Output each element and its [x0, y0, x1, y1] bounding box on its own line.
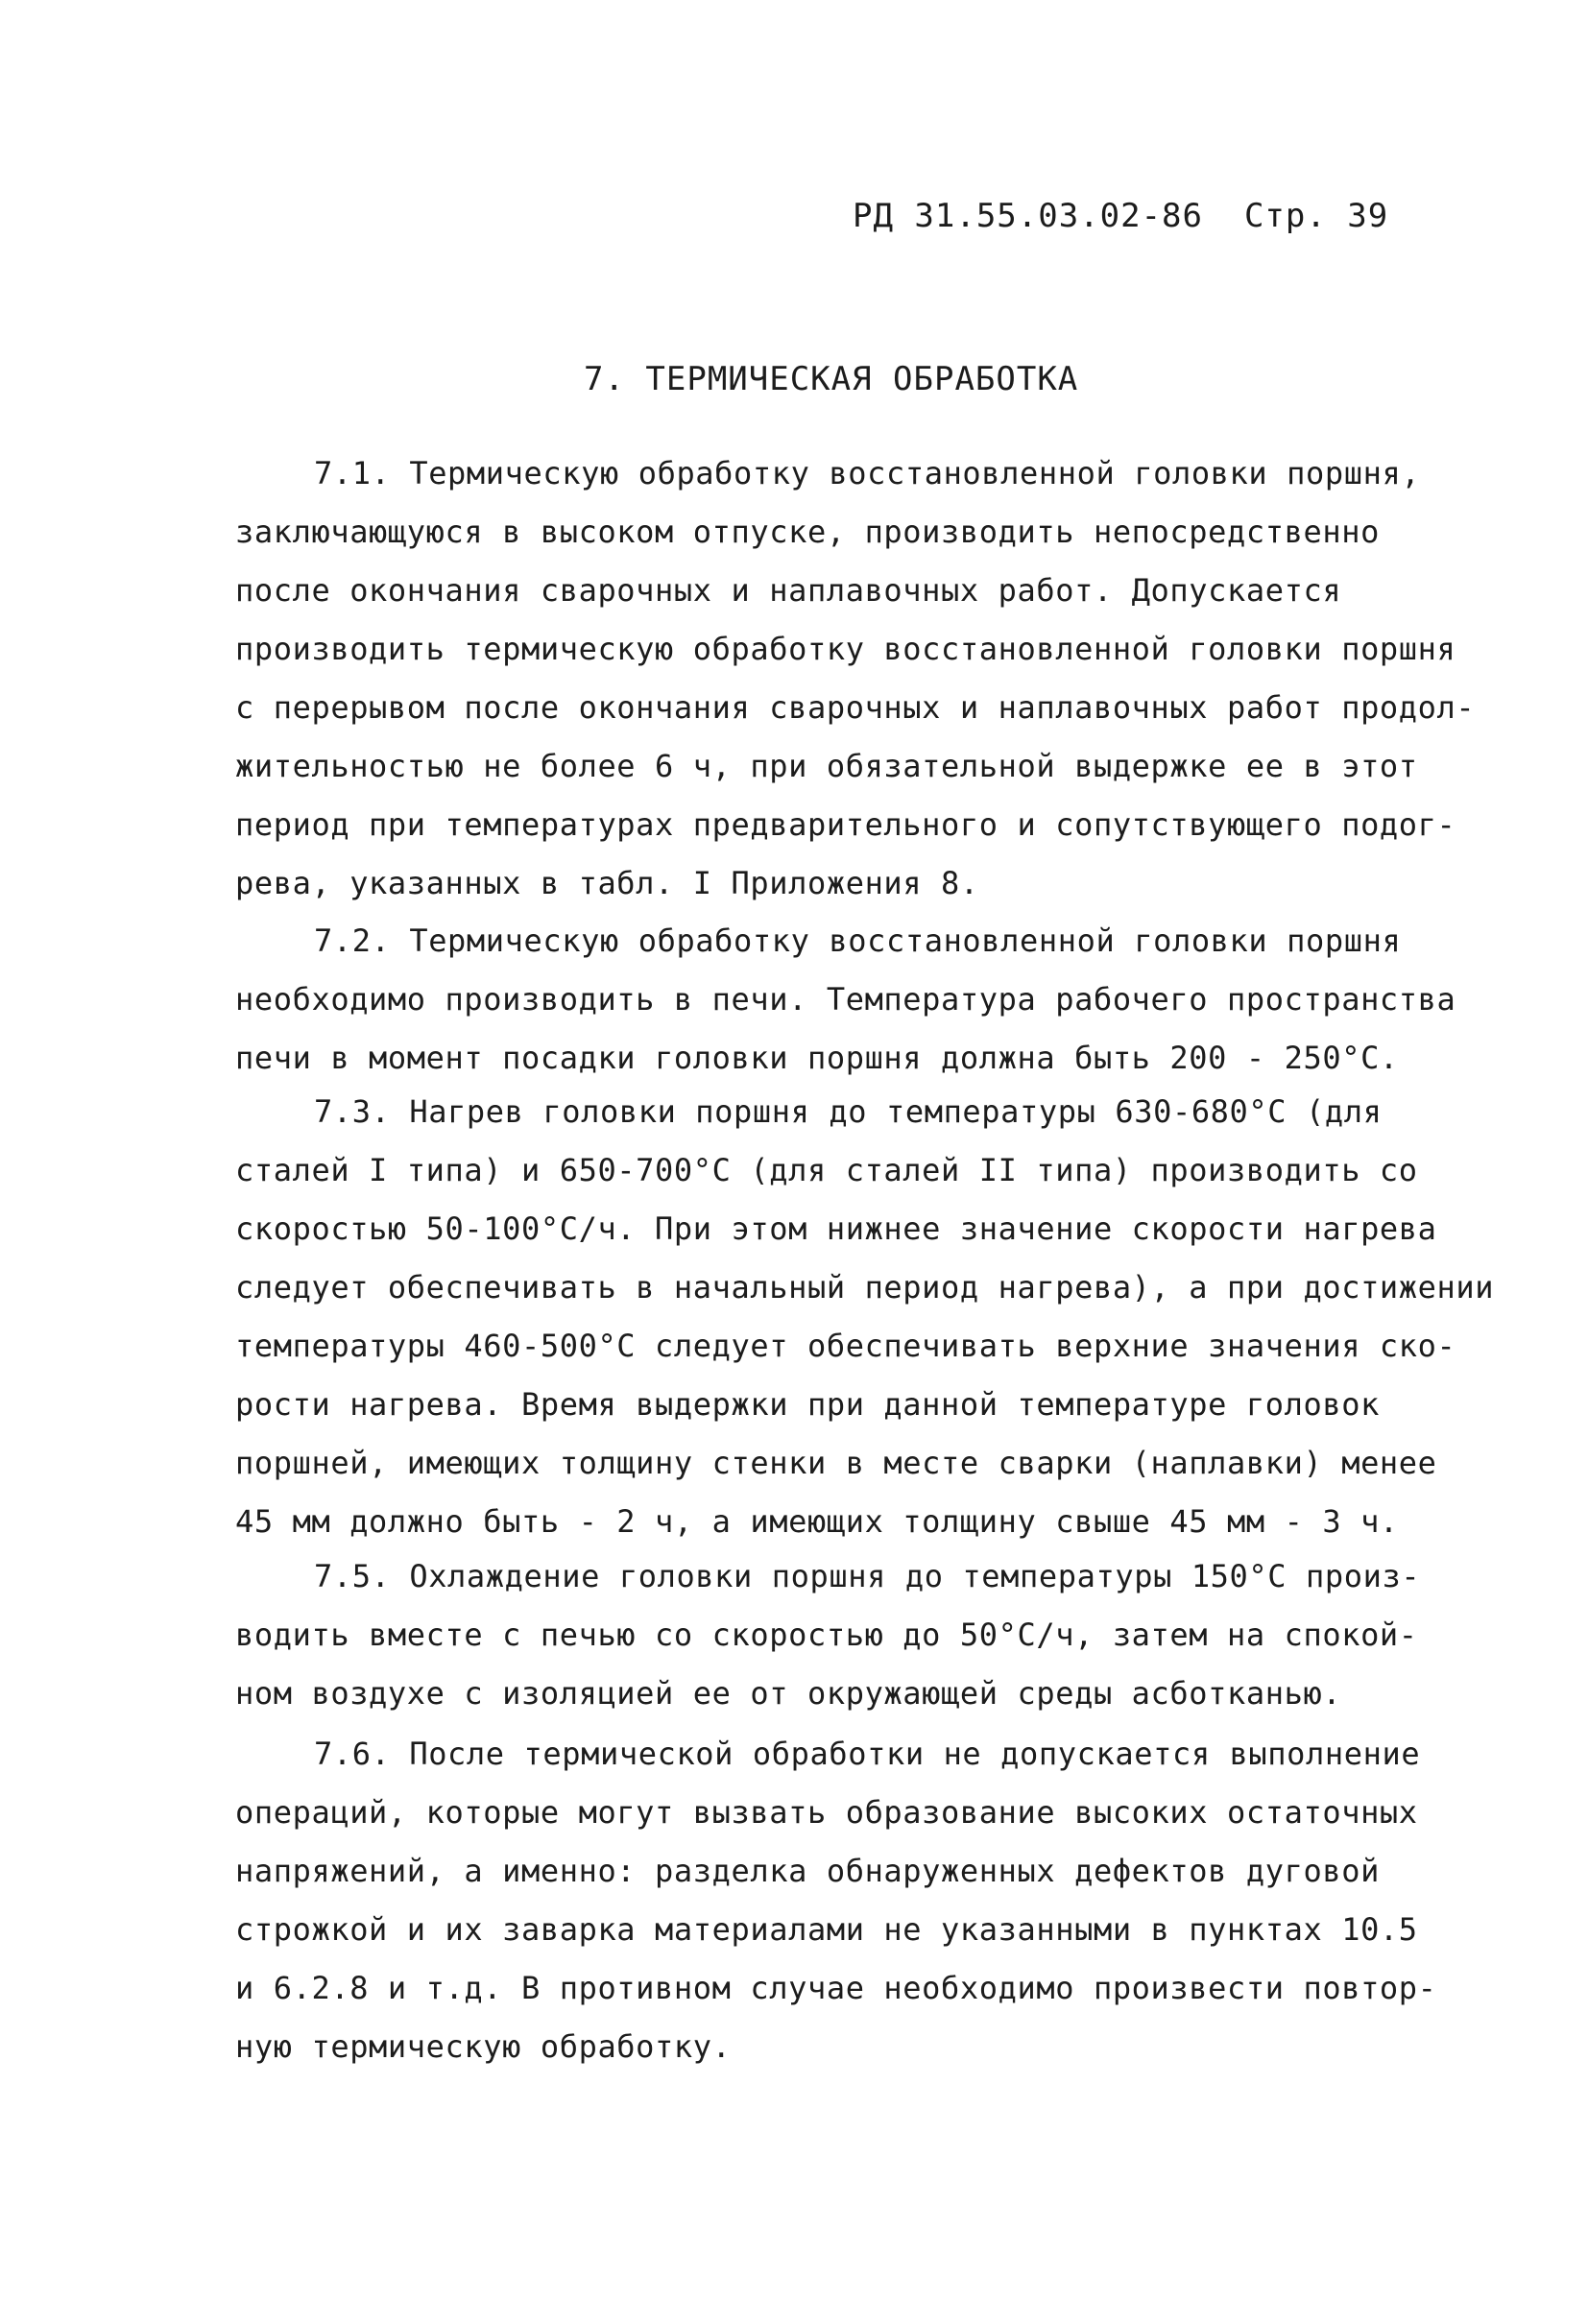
text-line: производить термическую обработку восстановленной головки поршня — [235, 631, 1456, 667]
text-line: операций, которые могут вызвать образование высоких остаточных — [235, 1794, 1418, 1831]
text-line: водить вместе с печью со скоростью до 50°С/ч, затем на спокой- — [235, 1617, 1418, 1653]
text-line: и 6.2.8 и т.д. В противном случае необходимо произвести повтор- — [235, 1970, 1437, 2006]
page-number: Стр. 39 — [1243, 197, 1389, 235]
paragraph-7-2 — [235, 912, 1456, 1088]
text-line: необходимо производить в печи. Температура рабочего пространства — [235, 981, 1456, 1018]
text-line: рости нагрева. Время выдержки при данной температуре головок — [235, 1386, 1380, 1423]
text-line: поршней, имеющих толщину стенки в месте сварки (наплавки) менее — [235, 1445, 1437, 1481]
text-line: 7.3. Нагрев головки поршня до температуры 630-680°С (для — [314, 1093, 1383, 1130]
text-line: 7.2. Термическую обработку восстановленной головки поршня — [314, 922, 1402, 959]
paragraph-7-6 — [235, 1725, 1437, 2076]
text-line: скоростью 50-100°С/ч. При этом нижнее значение скорости нагрева — [235, 1210, 1437, 1247]
text-line: строжкой и их заварка материалами не указанными в пунктах 10.5 — [235, 1911, 1418, 1948]
text-line: ном воздухе с изоляцией ее от окружающей среды асботканью. — [235, 1675, 1342, 1712]
document-code: РД 31.55.03.02-86 — [853, 197, 1203, 235]
paragraph-7-3 — [235, 1083, 1495, 1551]
paragraph-7-1 — [235, 444, 1476, 913]
text-line: жительностью не более 6 ч, при обязательной выдержке ее в этот — [235, 748, 1418, 784]
text-line: печи в момент посадки головки поршня должна быть 200 - 250°С. — [235, 1040, 1399, 1076]
section-title: 7. ТЕРМИЧЕСКАЯ ОБРАБОТКА — [584, 360, 1079, 398]
text-line: 45 мм должно быть - 2 ч, а имеющих толщину свыше 45 мм - 3 ч. — [235, 1503, 1399, 1540]
paragraph-7-5 — [235, 1547, 1421, 1723]
text-line: сталей I типа) и 650-700°С (для сталей II типа) производить со — [235, 1152, 1418, 1188]
page-header — [853, 197, 1388, 235]
text-line: температуры 460-500°С следует обеспечивать верхние значения ско- — [235, 1328, 1456, 1364]
text-line: 7.1. Термическую обработку восстановленной головки поршня, — [314, 455, 1421, 491]
text-line: 7.5. Охлаждение головки поршня до температуры 150°С произ- — [314, 1558, 1421, 1594]
text-line: после окончания сварочных и наплавочных работ. Допускается — [235, 572, 1342, 609]
text-line: заключающуюся в высоком отпуске, производить непосредственно — [235, 514, 1380, 550]
text-line: с перерывом после окончания сварочных и наплавочных работ продол- — [235, 689, 1476, 726]
text-line: 7.6. После термической обработки не допускается выполнение — [314, 1736, 1421, 1772]
text-line: период при температурах предварительного и сопутствующего подог- — [235, 806, 1456, 843]
text-line: следует обеспечивать в начальный период нагрева), а при достижении — [235, 1269, 1495, 1306]
text-line: ную термическую обработку. — [235, 2028, 732, 2065]
text-line: рева, указанных в табл. I Приложения 8. — [235, 865, 979, 901]
text-line: напряжений, а именно: разделка обнаруженных дефектов дуговой — [235, 1853, 1380, 1889]
